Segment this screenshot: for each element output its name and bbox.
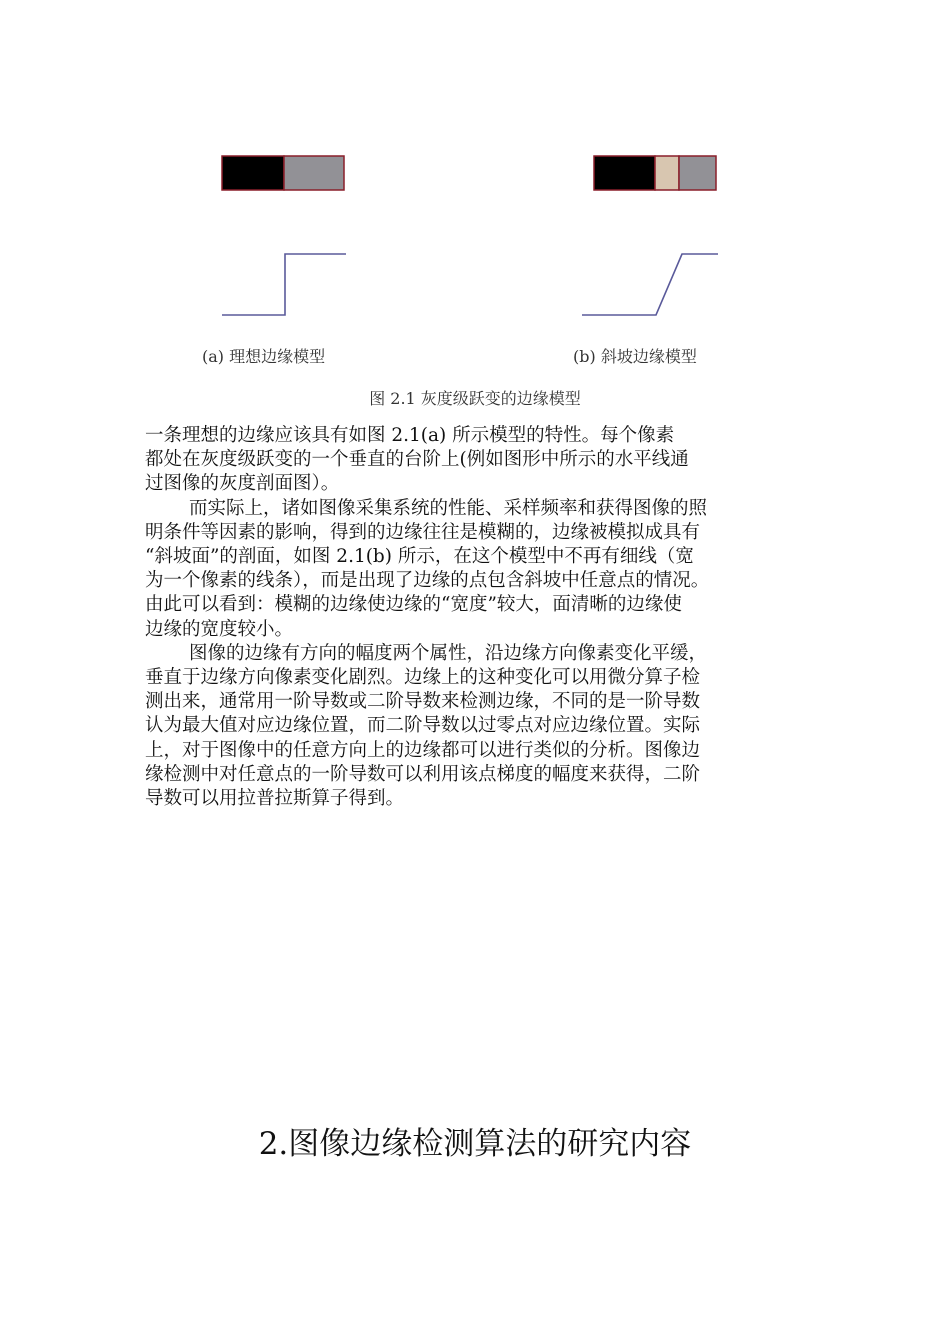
body-line: 图像的边缘有方向的幅度两个属性，沿边缘方向像素变化平缓， <box>189 642 708 664</box>
ramp-transition-block <box>655 156 679 190</box>
body-line: 而实际上，诸如图像采集系统的性能、采样频率和获得图像的照 <box>189 497 708 519</box>
ideal-gray-block <box>284 156 344 190</box>
body-line: 导数可以用拉普拉斯算子得到。 <box>145 788 405 810</box>
body-line: 测出来，通常用一阶导数或二阶导数来检测边缘，不同的是一阶导数 <box>145 691 701 713</box>
ideal-black-block <box>222 156 284 190</box>
ramp-gray-block <box>679 156 716 190</box>
body-line: 过图像的灰度剖面图）。 <box>145 473 340 495</box>
caption-ideal-edge: (a) 理想边缘模型 <box>202 347 326 366</box>
section-heading: 2.图像边缘检测算法的研究内容 <box>258 1126 692 1162</box>
body-line: 都处在灰度级跃变的一个垂直的台阶上(例如图形中所示的水平线通 <box>145 449 689 471</box>
body-line: 由此可以看到：模糊的边缘使边缘的“宽度”较大，面清晰的边缘使 <box>145 594 682 616</box>
edge-model-diagram <box>0 0 950 380</box>
body-line: 边缘的宽度较小。 <box>145 618 294 640</box>
body-line: 为一个像素的线条），而是出现了边缘的点包含斜坡中任意点的情况。 <box>145 570 710 592</box>
body-line: 垂直于边缘方向像素变化剧烈。边缘上的这种变化可以用微分算子检 <box>145 667 701 689</box>
ramp-slope-profile <box>582 254 718 315</box>
body-line: 一条理想的边缘应该具有如图 2.1(a) 所示模型的特性。每个像素 <box>145 425 675 446</box>
body-line: 缘检测中对任意点的一阶导数可以利用该点梯度的幅度来获得，二阶 <box>145 763 701 785</box>
body-line: 上，对于图像中的任意方向上的边缘都可以进行类似的分析。图像边 <box>145 739 701 761</box>
body-paragraphs <box>145 424 817 811</box>
body-line: 认为最大值对应边缘位置，而二阶导数以过零点对应边缘位置。实际 <box>145 715 701 737</box>
ramp-black-block <box>594 156 655 190</box>
caption-ramp-edge: (b) 斜坡边缘模型 <box>573 347 697 366</box>
body-line: “斜坡面”的剖面，如图 2.1(b) 所示，在这个模型中不再有细线（宽 <box>145 546 694 568</box>
figure-edge-models <box>0 0 950 420</box>
body-line: 明条件等因素的影响，得到的边缘往往是模糊的，边缘被模拟成具有 <box>145 521 701 543</box>
ideal-step-profile <box>222 254 346 315</box>
figure-title: 图 2.1 灰度级跃变的边缘模型 <box>369 389 581 408</box>
